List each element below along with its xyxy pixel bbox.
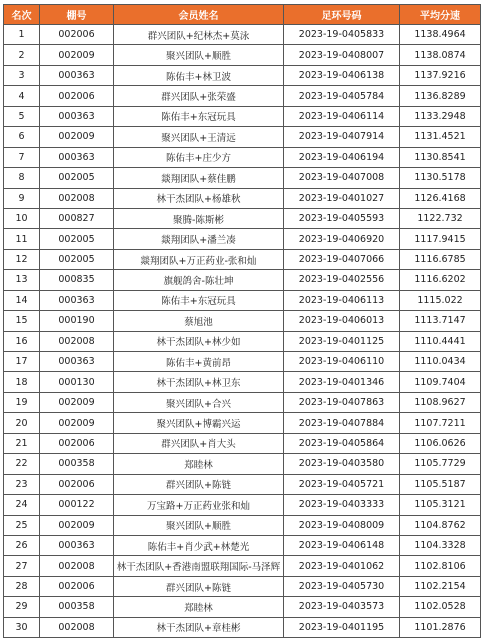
- cell-member: 陈佑丰+黄前昂: [114, 352, 284, 372]
- cell-speed: 1110.0434: [400, 352, 481, 372]
- cell-member: 郑睦林: [114, 454, 284, 474]
- table-row: [4, 168, 481, 188]
- cell-speed: 1116.6785: [400, 249, 481, 269]
- column-header-rank: 名次: [4, 5, 40, 25]
- cell-speed: 1130.8541: [400, 147, 481, 167]
- cell-ring: 2023-19-0403573: [284, 597, 400, 617]
- cell-rank: 22: [4, 454, 40, 474]
- cell-rank: 30: [4, 617, 40, 637]
- cell-member: 万宝路+万正药业张和灿: [114, 495, 284, 515]
- cell-member: 聚兴团队+顺胜: [114, 45, 284, 65]
- cell-rank: 16: [4, 331, 40, 351]
- cell-member: 林干杰团队+林卫东: [114, 372, 284, 392]
- cell-ring: 2023-19-0405593: [284, 208, 400, 228]
- cell-rank: 23: [4, 474, 40, 494]
- cell-loft: 000363: [40, 65, 114, 85]
- cell-ring: 2023-19-0406920: [284, 229, 400, 249]
- cell-ring: 2023-19-0408009: [284, 515, 400, 535]
- cell-ring: 2023-19-0406138: [284, 65, 400, 85]
- cell-loft: 000122: [40, 495, 114, 515]
- table-row: [4, 249, 481, 269]
- cell-loft: 002006: [40, 86, 114, 106]
- cell-member: 旗舰鸽舍-陈壮坤: [114, 270, 284, 290]
- cell-ring: 2023-19-0407066: [284, 249, 400, 269]
- cell-speed: 1113.7147: [400, 311, 481, 331]
- cell-loft: 000827: [40, 208, 114, 228]
- cell-rank: 2: [4, 45, 40, 65]
- table-row: [4, 270, 481, 290]
- cell-rank: 21: [4, 433, 40, 453]
- cell-ring: 2023-19-0401346: [284, 372, 400, 392]
- table-row: [4, 352, 481, 372]
- cell-ring: 2023-19-0406148: [284, 535, 400, 555]
- cell-rank: 14: [4, 290, 40, 310]
- cell-rank: 9: [4, 188, 40, 208]
- cell-ring: 2023-19-0405784: [284, 86, 400, 106]
- cell-loft: 002006: [40, 474, 114, 494]
- cell-rank: 29: [4, 597, 40, 617]
- cell-ring: 2023-19-0407884: [284, 413, 400, 433]
- cell-speed: 1102.0528: [400, 597, 481, 617]
- cell-rank: 10: [4, 208, 40, 228]
- cell-member: 聚腾-陈斯彬: [114, 208, 284, 228]
- cell-ring: 2023-19-0402556: [284, 270, 400, 290]
- cell-loft: 002006: [40, 433, 114, 453]
- table-row: [4, 188, 481, 208]
- cell-rank: 7: [4, 147, 40, 167]
- cell-speed: 1116.6202: [400, 270, 481, 290]
- cell-loft: 002009: [40, 392, 114, 412]
- cell-ring: 2023-19-0403333: [284, 495, 400, 515]
- cell-speed: 1138.0874: [400, 45, 481, 65]
- cell-loft: 000358: [40, 597, 114, 617]
- cell-loft: 002008: [40, 331, 114, 351]
- table-row: [4, 45, 481, 65]
- cell-member: 林干杰团队+章桂彬: [114, 617, 284, 637]
- column-header-member: 会员姓名: [114, 5, 284, 25]
- cell-rank: 26: [4, 535, 40, 555]
- cell-ring: 2023-19-0407863: [284, 392, 400, 412]
- cell-loft: 000363: [40, 106, 114, 126]
- table-body: [4, 25, 481, 638]
- cell-rank: 8: [4, 168, 40, 188]
- cell-ring: 2023-19-0405833: [284, 25, 400, 45]
- results-table: [3, 4, 481, 638]
- cell-loft: 002005: [40, 168, 114, 188]
- cell-speed: 1105.5187: [400, 474, 481, 494]
- cell-rank: 17: [4, 352, 40, 372]
- cell-rank: 20: [4, 413, 40, 433]
- cell-loft: 002008: [40, 188, 114, 208]
- cell-speed: 1115.022: [400, 290, 481, 310]
- table-row: [4, 311, 481, 331]
- cell-loft: 002006: [40, 25, 114, 45]
- table-row: [4, 290, 481, 310]
- cell-rank: 12: [4, 249, 40, 269]
- cell-speed: 1102.8106: [400, 556, 481, 576]
- cell-ring: 2023-19-0401125: [284, 331, 400, 351]
- table-row: [4, 392, 481, 412]
- cell-loft: 002009: [40, 515, 114, 535]
- cell-ring: 2023-19-0401195: [284, 617, 400, 637]
- cell-loft: 000363: [40, 352, 114, 372]
- cell-member: 陈佑丰+林卫波: [114, 65, 284, 85]
- cell-ring: 2023-19-0406110: [284, 352, 400, 372]
- cell-ring: 2023-19-0408007: [284, 45, 400, 65]
- cell-member: 陈佑丰+肖少武+林楚光: [114, 535, 284, 555]
- cell-rank: 27: [4, 556, 40, 576]
- cell-speed: 1105.7729: [400, 454, 481, 474]
- cell-rank: 18: [4, 372, 40, 392]
- table-row: [4, 147, 481, 167]
- cell-speed: 1130.5178: [400, 168, 481, 188]
- cell-member: 郑睦林: [114, 597, 284, 617]
- cell-speed: 1109.7404: [400, 372, 481, 392]
- cell-rank: 28: [4, 576, 40, 596]
- cell-member: 燚翔团队+潘兰凑: [114, 229, 284, 249]
- cell-speed: 1122.732: [400, 208, 481, 228]
- cell-member: 群兴团队+陈链: [114, 576, 284, 596]
- cell-loft: 002008: [40, 556, 114, 576]
- table-row: [4, 617, 481, 637]
- table-row: [4, 515, 481, 535]
- cell-rank: 5: [4, 106, 40, 126]
- cell-loft: 000358: [40, 454, 114, 474]
- cell-rank: 15: [4, 311, 40, 331]
- cell-rank: 11: [4, 229, 40, 249]
- cell-loft: 002006: [40, 576, 114, 596]
- cell-speed: 1106.0626: [400, 433, 481, 453]
- cell-member: 林干杰团队+香港南盟联翔国际-马泽辉: [114, 556, 284, 576]
- cell-member: 陈佑丰+东冠玩具: [114, 106, 284, 126]
- cell-ring: 2023-19-0405730: [284, 576, 400, 596]
- cell-ring: 2023-19-0401027: [284, 188, 400, 208]
- cell-member: 聚兴团队+王清远: [114, 127, 284, 147]
- cell-member: 陈佑丰+庄少方: [114, 147, 284, 167]
- cell-member: 群兴团队+张荣盛: [114, 86, 284, 106]
- cell-rank: 13: [4, 270, 40, 290]
- column-header-loft: 棚号: [40, 5, 114, 25]
- cell-loft: 002009: [40, 413, 114, 433]
- cell-loft: 000363: [40, 290, 114, 310]
- cell-speed: 1126.4168: [400, 188, 481, 208]
- cell-speed: 1104.8762: [400, 515, 481, 535]
- cell-speed: 1105.3121: [400, 495, 481, 515]
- table-row: [4, 25, 481, 45]
- cell-loft: 002008: [40, 617, 114, 637]
- cell-speed: 1136.8289: [400, 86, 481, 106]
- table-row: [4, 495, 481, 515]
- cell-ring: 2023-19-0406114: [284, 106, 400, 126]
- cell-loft: 000363: [40, 147, 114, 167]
- cell-ring: 2023-19-0406113: [284, 290, 400, 310]
- cell-loft: 002009: [40, 45, 114, 65]
- cell-rank: 1: [4, 25, 40, 45]
- cell-speed: 1138.4964: [400, 25, 481, 45]
- cell-member: 聚兴团队+博霸兴运: [114, 413, 284, 433]
- table-row: [4, 413, 481, 433]
- table-row: [4, 597, 481, 617]
- cell-speed: 1102.2154: [400, 576, 481, 596]
- table-row: [4, 576, 481, 596]
- table-row: [4, 65, 481, 85]
- cell-member: 聚兴团队+合兴: [114, 392, 284, 412]
- cell-ring: 2023-19-0405721: [284, 474, 400, 494]
- cell-loft: 002009: [40, 127, 114, 147]
- cell-loft: 002005: [40, 249, 114, 269]
- table-row: [4, 127, 481, 147]
- cell-member: 蔡旭池: [114, 311, 284, 331]
- cell-member: 群兴团队+陈链: [114, 474, 284, 494]
- table-row: [4, 433, 481, 453]
- cell-loft: 000190: [40, 311, 114, 331]
- cell-ring: 2023-19-0407914: [284, 127, 400, 147]
- cell-loft: 002005: [40, 229, 114, 249]
- table-header: [4, 5, 481, 25]
- table-row: [4, 454, 481, 474]
- table-row: [4, 535, 481, 555]
- cell-speed: 1107.7211: [400, 413, 481, 433]
- cell-speed: 1110.4441: [400, 331, 481, 351]
- table-row: [4, 208, 481, 228]
- cell-rank: 19: [4, 392, 40, 412]
- cell-speed: 1104.3328: [400, 535, 481, 555]
- results-table-container: [3, 4, 480, 638]
- cell-ring: 2023-19-0405864: [284, 433, 400, 453]
- cell-rank: 24: [4, 495, 40, 515]
- cell-member: 聚兴团队+顺胜: [114, 515, 284, 535]
- table-row: [4, 331, 481, 351]
- table-row: [4, 106, 481, 126]
- cell-speed: 1131.4521: [400, 127, 481, 147]
- cell-ring: 2023-19-0401062: [284, 556, 400, 576]
- cell-member: 林干杰团队+林少如: [114, 331, 284, 351]
- table-row: [4, 556, 481, 576]
- cell-rank: 6: [4, 127, 40, 147]
- cell-ring: 2023-19-0406194: [284, 147, 400, 167]
- cell-member: 燚翔团队+蔡佳鹏: [114, 168, 284, 188]
- table-row: [4, 372, 481, 392]
- cell-member: 群兴团队+肖大头: [114, 433, 284, 453]
- cell-rank: 3: [4, 65, 40, 85]
- table-row: [4, 229, 481, 249]
- cell-speed: 1108.9627: [400, 392, 481, 412]
- cell-member: 林干杰团队+杨雄秋: [114, 188, 284, 208]
- cell-speed: 1101.2876: [400, 617, 481, 637]
- cell-ring: 2023-19-0407008: [284, 168, 400, 188]
- cell-member: 燚翔团队+万正药业-张和灿: [114, 249, 284, 269]
- cell-speed: 1133.2948: [400, 106, 481, 126]
- column-header-speed: 平均分速: [400, 5, 481, 25]
- table-row: [4, 474, 481, 494]
- cell-rank: 25: [4, 515, 40, 535]
- cell-speed: 1137.9216: [400, 65, 481, 85]
- table-row: [4, 86, 481, 106]
- cell-loft: 000363: [40, 535, 114, 555]
- cell-ring: 2023-19-0403580: [284, 454, 400, 474]
- cell-ring: 2023-19-0406013: [284, 311, 400, 331]
- cell-member: 陈佑丰+东冠玩具: [114, 290, 284, 310]
- cell-speed: 1117.9415: [400, 229, 481, 249]
- cell-loft: 000130: [40, 372, 114, 392]
- header-row: [4, 5, 481, 25]
- column-header-ring: 足环号码: [284, 5, 400, 25]
- cell-loft: 000835: [40, 270, 114, 290]
- cell-rank: 4: [4, 86, 40, 106]
- cell-member: 群兴团队+纪林杰+莫泳: [114, 25, 284, 45]
